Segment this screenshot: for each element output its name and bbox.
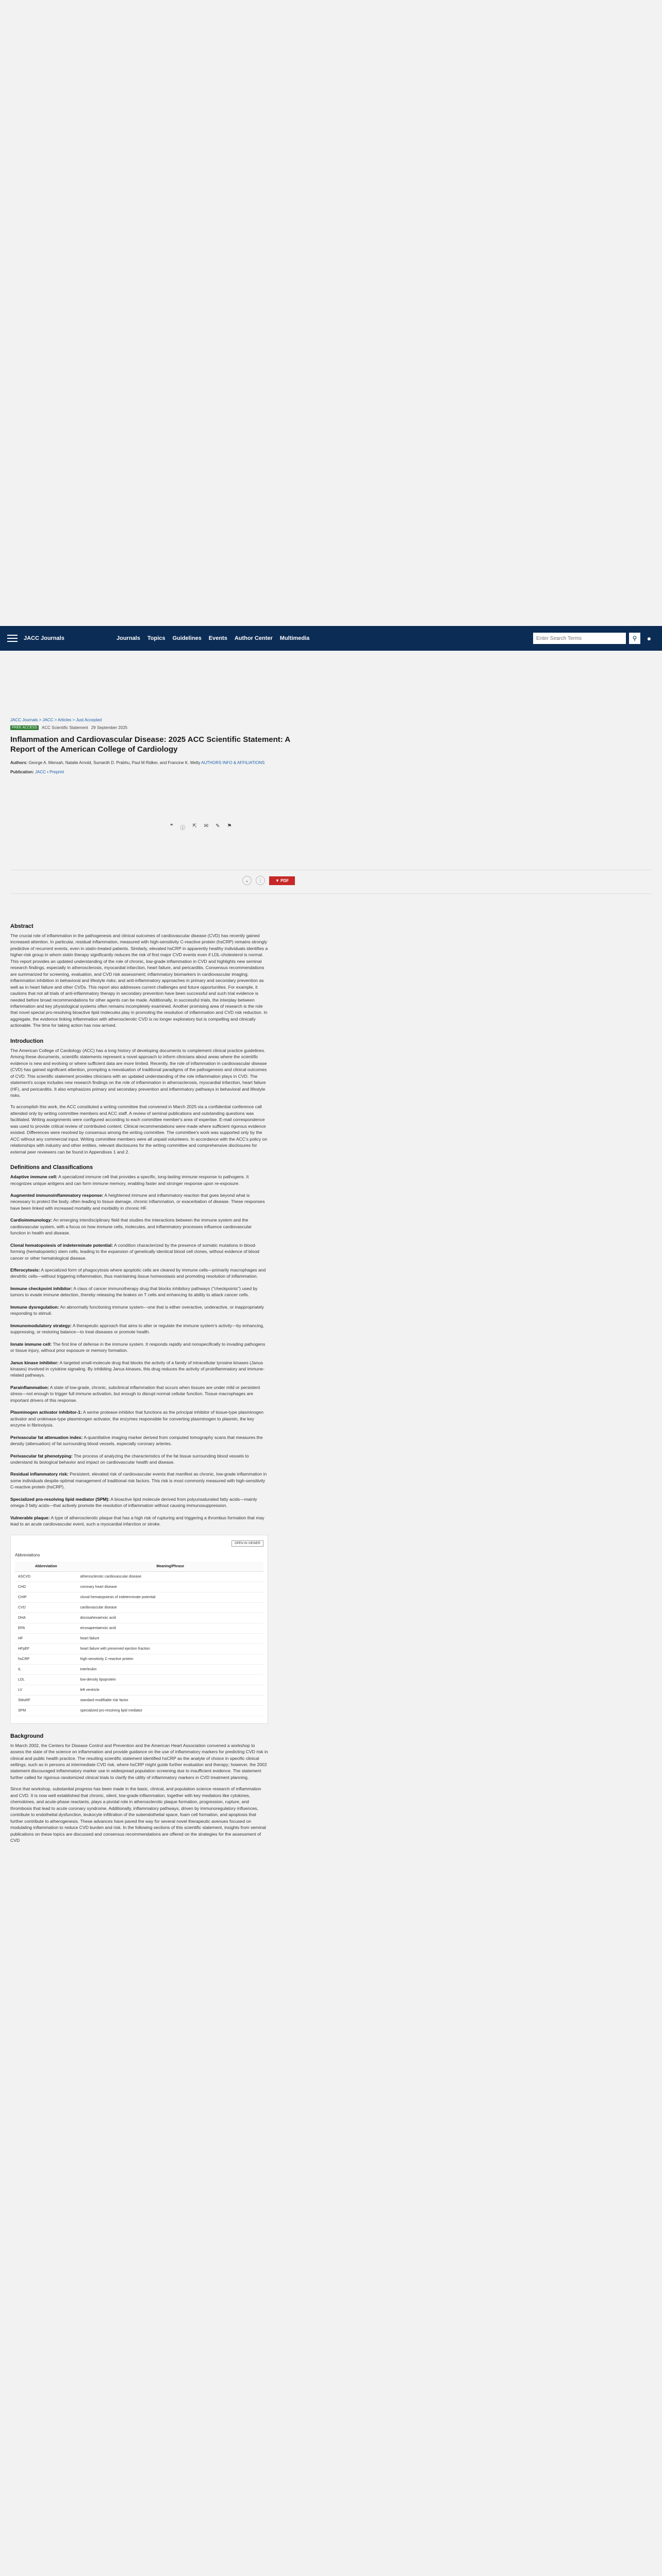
breadcrumb[interactable]: JACC Journals > JACC > Articles > Just Accepted bbox=[10, 718, 102, 722]
bookmark-icon[interactable]: ⚑ bbox=[227, 823, 232, 829]
abbreviations-title: Abbreviations bbox=[15, 1552, 40, 1557]
table-row bbox=[15, 1705, 263, 1716]
definition-item bbox=[10, 1515, 268, 1528]
main-nav bbox=[117, 635, 309, 641]
table-row bbox=[15, 1571, 263, 1582]
definition-item bbox=[10, 1323, 268, 1335]
chevron-down-icon[interactable]: ⌄ bbox=[242, 876, 252, 885]
definition-text: A quantitative imaging marker derived from computed tomography scans that measures the density (attenuation) of fat surrounding blood vessels, especially coronary arteries. bbox=[10, 1434, 263, 1447]
definition-item bbox=[10, 1496, 268, 1509]
publication-label: Publication: bbox=[10, 769, 34, 774]
meaning-cell: heart failure bbox=[77, 1633, 264, 1643]
article-header bbox=[10, 658, 652, 774]
definition-text: A therapeutic approach that aims to alter or regulate the immune system's activity—by enhancing, suppressing, or restoring balance—to treat diseases or promote health. bbox=[10, 1323, 264, 1335]
definition-item bbox=[10, 1304, 268, 1317]
definition-text: A specialized immune cell that provides a specific, long-lasting immune response to pathogens. It recognizes unique antigens and can form immune memory, enabling faster and stronger response upon re-exposure. bbox=[10, 1174, 249, 1186]
definition-text: A serine protease inhibitor that functions as the principal inhibitor of tissue-type plasminogen activator and urokinase-type plasminogen activator, the enzymes responsible for converting plasminogen to plasmin, the key enzyme in fibrinolysis. bbox=[10, 1410, 264, 1428]
article-tools bbox=[242, 876, 295, 885]
nav-topics[interactable]: Topics bbox=[147, 635, 166, 641]
definition-term: Adaptive immune cell: bbox=[10, 1174, 58, 1180]
definition-term: Perivascular fat phenotyping: bbox=[10, 1453, 73, 1459]
table-row bbox=[15, 1592, 263, 1602]
nav-multimedia[interactable]: Multimedia bbox=[279, 635, 310, 641]
table-row bbox=[15, 1613, 263, 1623]
definition-item bbox=[10, 1217, 268, 1236]
publication-link[interactable]: JACC • Preprint bbox=[35, 769, 64, 774]
jacc-logo[interactable]: JACC Journals bbox=[24, 635, 64, 641]
abbreviation-cell: EPA bbox=[15, 1623, 77, 1633]
comment-icon[interactable]: ✎ bbox=[216, 823, 220, 829]
abbreviation-cell: CHD bbox=[15, 1582, 77, 1592]
definition-item bbox=[10, 1471, 268, 1490]
background-paragraph: Since that workshop, substantial progress has been made in the basic, clinical, and population science research of inflammation and CVD. It is now well established that chronic, silent, low-grade inflammation, together with key mediators like cytokines, chemokines, and acute-phase reactants, plays a pivotal role in atherosclerotic plaque formation, progression, rupture, and thrombosis that lead to acute coronary syndrome. Additionally, inflammatory pathways, driven by immunoregulatory influences, contribute to endothelial dysfunction, leukocyte infiltration of the subendothelial space, foam cell formation, and apoptosis that further contribute to atherogenesis. These advances have paved the way for several novel therapeutic avenues focused on modulating inflammation to reduce CVD burden and risk. In the following sections of this scientific statement, insights from seminal publications on these topics are discussed and consensus recommendations are offered on the strategies for the assessment of CVD bbox=[10, 1786, 266, 1843]
table-row bbox=[15, 1633, 263, 1643]
meaning-cell: clonal hematopoiesis of indeterminate potential bbox=[77, 1592, 264, 1602]
article-body bbox=[10, 914, 268, 1849]
definition-term: Plasminogen activator inhibitor-1: bbox=[10, 1410, 82, 1415]
definition-item bbox=[10, 1285, 268, 1298]
authors-list: George A. Mensah, Natalie Arnold, Sumanth D. Prabhu, Paul M Ridker, and Francine K. Welty bbox=[28, 760, 201, 765]
share-icon[interactable]: ⇱ bbox=[192, 823, 197, 829]
table-row bbox=[15, 1664, 263, 1674]
definitions-heading: Definitions and Classifications bbox=[10, 1164, 93, 1171]
abbreviation-cell: SMuRF bbox=[15, 1695, 77, 1705]
meaning-cell: standard modifiable risk factor bbox=[77, 1695, 264, 1705]
nav-author-center[interactable]: Author Center bbox=[234, 635, 273, 641]
definition-text: A state of low-grade, chronic, subclinical inflammation that occurs when tissues are under mild or persistent stress—not enough to trigger full immune activation, but enough to disrupt normal cellular function. Tissue macrophages are important drivers of this response. bbox=[10, 1384, 260, 1403]
open-in-viewer-button[interactable]: OPEN IN VIEWER bbox=[231, 1540, 263, 1547]
user-icon[interactable]: ● bbox=[647, 634, 652, 642]
abbreviation-cell: CVD bbox=[15, 1602, 77, 1613]
abbreviation-cell: LV bbox=[15, 1685, 77, 1695]
meaning-cell: low-density lipoprotein bbox=[77, 1674, 264, 1685]
abbreviations-rows bbox=[15, 1571, 263, 1716]
authors-line bbox=[10, 760, 299, 766]
authors-label: Authors: bbox=[10, 760, 28, 765]
authors-info-link[interactable]: AUTHORS INFO & AFFILIATIONS bbox=[201, 760, 265, 765]
abbreviation-cell: HFpEF bbox=[15, 1643, 77, 1654]
definition-item bbox=[10, 1453, 268, 1466]
nav-events[interactable]: Events bbox=[208, 635, 227, 641]
definition-term: Vulnerable plaque: bbox=[10, 1515, 50, 1520]
definition-item bbox=[10, 1384, 268, 1403]
article-date: 29 September 2025 bbox=[91, 725, 128, 730]
meaning-cell: heart failure with preserved ejection fraction bbox=[77, 1643, 264, 1654]
article-meta bbox=[10, 725, 652, 730]
definition-term: Cardioimmunology: bbox=[10, 1217, 53, 1223]
definition-term: Immune dysregulation: bbox=[10, 1304, 59, 1310]
definition-term: Efferocytosis: bbox=[10, 1267, 40, 1273]
definition-item bbox=[10, 1174, 268, 1187]
definition-text: A heightened immune and inflammatory reaction that goes beyond what is necessary to protect the body, often leading to tissue damage, chronic inflammation, or exacerbation of disease. These responses have been linked with increased mortality and morbidity in chronic HF. bbox=[10, 1192, 265, 1211]
definition-text: The first line of defense in the immune system. It responds rapidly and nonspecifically to invading pathogens or tissue injury, without prior exposure or memory formation. bbox=[10, 1341, 266, 1353]
table-row bbox=[15, 1582, 263, 1592]
abbreviation-cell: ASCVD bbox=[15, 1571, 77, 1582]
definition-term: Janus kinase inhibitor: bbox=[10, 1360, 59, 1365]
definition-item bbox=[10, 1341, 268, 1354]
definition-text: A specialized form of phagocytosis where apoptotic cells are cleared by immune cells—primarily macrophages and dendritic cells—without triggering inflammation, thus maintaining tissue homeostasis and promoting resolution of inflammation. bbox=[10, 1267, 266, 1279]
meaning-cell: interleukin bbox=[77, 1664, 264, 1674]
hamburger-menu-icon[interactable] bbox=[7, 635, 18, 642]
share-toolbar bbox=[170, 823, 232, 831]
search-icon[interactable]: ⚲ bbox=[629, 633, 640, 644]
definition-term: Perivascular fat attenuation index: bbox=[10, 1434, 83, 1440]
abbreviation-cell: CHIP bbox=[15, 1592, 77, 1602]
definition-term: Immune checkpoint inhibitor: bbox=[10, 1285, 73, 1291]
abbreviation-cell: HF bbox=[15, 1633, 77, 1643]
abstract-text: The crucial role of inflammation in the pathogenesis and clinical outcomes of cardiovascular disease (CVD) has recently gained increased attention. In particular, residual inflammation, measured with high-sensitivity C-reactive protein (hsCRP) remains strongly predictive of recurrent events, even in statin-treated patients. Similarly, elevated hsCRP in apparently healthy individuals identifies a higher-risk group in whom statin therapy significantly reduces the risk of first major CVD events even if LDL-cholesterol is normal. This report provides an updated understanding of the role of chronic, low-grade inflammation in CVD and highlights new seminal research findings, especially in atherosclerosis, myocardial infarction, heart failure, and pericarditis. Consensus recommendations are summarized for screening, evaluation, and CVD risk assessment; inflammatory biomarkers in cardiovascular imaging; inflammation inhibition in behavioral and lifestyle risks; and anti-inflammatory approaches in primary and secondary prevention as well as in heart failure and other CVDs. This report also addresses current challenges and future opportunities. For example, it cautions that not all trials of anti-inflammatory therapy in secondary prevention have been successful and such trial evidence is needed before broad recommendations for other agents can be made. Additionally, in successful trials, the interplay between inflammation and key physiological systems often remains incompletely examined. Another promising area of research is the role that novel special pro-resolving bioactive lipid molecules play in promoting the resolution of inflammation and CVD risk reduction. In aggregate, the evidence linking inflammation with atherosclerotic CVD is no longer exploratory but is compelling and clinically actionable. The time for taking action has now arrived. bbox=[10, 933, 268, 1028]
introduction-heading: Introduction bbox=[10, 1038, 44, 1044]
introduction-paragraph: The American College of Cardiology (ACC) has a long history of developing documents to complement clinical practice guidelines. Among these documents, scientific statements represent a novel approach to inform clinicians about areas where the scientific evidence is new and evolving or where sufficient data are more limited. Recently, the role of inflammation in cardiovascular disease (CVD) has gained significant attention, prompting a reevaluation of traditional paradigms of the pathogenesis and clinical outcomes of CVD. This scientific statement provides clinicians with an updated understanding of the role inflammation plays in CVD. The statement's scope includes new research findings on the role of inflammation in atherosclerosis, myocardial infarction, heart failure (HF), and pericarditis. It also emphasizes primary and secondary prevention and inflammatory pathways in behavioral and lifestyle risks. bbox=[10, 1047, 267, 1098]
introduction-paragraph: To accomplish this work, the ACC constituted a writing committee that convened in March 2025 via a confidential conference call attended only by writing committee members and ACC staff. A review of seminal publications and outstanding questions was facilitated. Writing assignments were configured according to each committee member's area of expertise. E-mail correspondence was used to provide critical review of contributed content. Clinical recommendations were made where sufficient rigorous evidence existed. Differences were resolved by consensus among the writing committee. The committee's work was supported only by the ACC without any commercial input. Writing committee members were all unpaid volunteers. In accordance with the ACC's policy on relationships with industry and other entities, relevant disclosures for the writing committee and comprehensive disclosures for external peer reviewers can be found in Appendixes 1 and 2. bbox=[10, 1104, 268, 1155]
abbreviation-cell: SPM bbox=[15, 1705, 77, 1716]
definition-item bbox=[10, 1360, 268, 1379]
abbreviations-table bbox=[15, 1562, 263, 1716]
background-paragraph: In March 2002, the Centers for Disease Control and Prevention and the American Heart Association convened a workshop to assess the state of the science on inflammation and provide guidance on the use of inflammatory markers for predicting CVD risk in clinical and public health practice. The resulting scientific statement identified hsCRP as the analyte of choice in specific clinical settings, such as in persons at intermediate CVD risk, where hsCRP might guide further evaluation and therapy; however, the 2002 statement discouraged inflammatory marker use in widespread population screening due to insufficient evidence. The statement further called for rigorous randomized clinical trials to clarify the utility of inflammatory markers in CVD treatment planning. bbox=[10, 1742, 268, 1780]
nav-journals[interactable]: Journals bbox=[117, 635, 140, 641]
meaning-cell: left ventricle bbox=[77, 1685, 264, 1695]
definition-text: The process of analyzing the characteristics of the fat tissue surrounding blood vessels to understand its biological behavior and impact on cardiovascular health and disease. bbox=[10, 1453, 249, 1465]
article-type: ACC Scientific Statement bbox=[42, 725, 88, 730]
meaning-cell: atherosclerotic cardiovascular disease bbox=[77, 1571, 264, 1582]
definition-item bbox=[10, 1409, 268, 1428]
meaning-cell: specialized pro-resolving lipid mediator bbox=[77, 1705, 264, 1716]
definition-term: Innate immune cell: bbox=[10, 1341, 52, 1347]
definition-term: Residual inflammatory risk: bbox=[10, 1471, 69, 1477]
definition-text: An abnormally functioning immune system—one that is either overactive, underactive, or inappropriately responding to stimuli. bbox=[10, 1304, 264, 1316]
table-row bbox=[15, 1654, 263, 1664]
definition-text: An emerging interdisciplinary field that studies the interactions between the immune system and the cardiovascular system, with a focus on how immune cells, molecules, and inflammatory processes influence cardiovascular function in health and disease. bbox=[10, 1217, 252, 1236]
definition-term: Augmented immunoinflammatory response: bbox=[10, 1192, 104, 1198]
meaning-cell: coronary heart disease bbox=[77, 1582, 264, 1592]
table-row bbox=[15, 1623, 263, 1633]
table-row bbox=[15, 1602, 263, 1613]
definition-term: Immunomodulatory strategy: bbox=[10, 1323, 72, 1328]
abbreviations-table-box bbox=[10, 1535, 268, 1724]
pdf-button[interactable]: ▼ PDF bbox=[269, 876, 295, 885]
meaning-cell: eicosapentaenoic acid bbox=[77, 1623, 264, 1633]
nav-guidelines[interactable]: Guidelines bbox=[172, 635, 202, 641]
abbreviation-cell: LDL bbox=[15, 1674, 77, 1685]
divider bbox=[10, 893, 652, 894]
definition-text: A condition characterized by the presence of somatic mutations in blood-forming (hematopoietic) stem cells, leading to the expansion of genetically identical blood cell clones, without evidence of blood cancer or other hematological disease. bbox=[10, 1242, 259, 1261]
definition-item bbox=[10, 1242, 268, 1261]
top-navigation-bar bbox=[0, 626, 662, 651]
table-row bbox=[15, 1643, 263, 1654]
definition-term: Specialized pro-resolving lipid mediator (SPM): bbox=[10, 1496, 110, 1502]
more-options-icon[interactable]: ⋮ bbox=[256, 876, 265, 885]
background-heading: Background bbox=[10, 1733, 44, 1739]
free-access-badge: FREE ACCESS bbox=[10, 725, 39, 730]
abbreviation-cell: hsCRP bbox=[15, 1654, 77, 1664]
search-area bbox=[533, 633, 655, 644]
permissions-icon[interactable]: ⓘ bbox=[180, 825, 186, 831]
meaning-cell: high-sensitivity C-reactive protein bbox=[77, 1654, 264, 1664]
abstract-heading: Abstract bbox=[10, 923, 34, 929]
definition-text: A targeted small-molecule drug that blocks the activity of a family of intracellular tyrosine kinases (Janus kinases) involved in cytokine signaling. By inhibiting Janus kinases, this drug reduces the activity of proinflammatory and immune-related pathways. bbox=[10, 1360, 264, 1378]
search-input[interactable] bbox=[533, 633, 626, 644]
definition-text: A type of atherosclerotic plaque that has a high risk of rupturing and triggering a thrombus formation that may lead to an acute cardiovascular event, such a myocardial infarction or stroke. bbox=[10, 1515, 264, 1527]
table-header-meaning: Meaning/Phrase bbox=[77, 1562, 264, 1572]
definition-term: Clonal hematopoiesis of indeterminate potential: bbox=[10, 1242, 113, 1248]
definitions-list bbox=[10, 1174, 268, 1528]
abbreviation-cell: IL bbox=[15, 1664, 77, 1674]
citation-icon[interactable]: ❝ bbox=[170, 823, 173, 829]
definition-text: A class of cancer immunotherapy drug that blocks inhibitory pathways ("checkpoints") used by tumors to evade immune detection, thereby releasing the brakes on T cells and enhancing its ability to attack cancer cells. bbox=[10, 1285, 258, 1298]
meaning-cell: cardiovascular disease bbox=[77, 1602, 264, 1613]
definition-text: Persistent, elevated risk of cardiovascular events that manifest as chronic, low-grade inflammation in some individuals despite optimal management of traditional risk factors. This risk is most commonly measured with high-sensitivity C-reactive protein (hsCRP). bbox=[10, 1471, 267, 1490]
abbreviation-cell: DHA bbox=[15, 1613, 77, 1623]
article-title: Inflammation and Cardiovascular Disease: 2025 ACC Scientific Statement: A Report of the American College of Cardiology bbox=[10, 735, 290, 754]
table-row bbox=[15, 1685, 263, 1695]
definition-term: Parainflammation: bbox=[10, 1384, 49, 1390]
definition-text: A bioactive lipid molecule derived from polyunsaturated fatty acids—mainly omega-3 fatty acids—that actively promote the resolution of inflammation without causing immunosuppression. bbox=[10, 1496, 257, 1509]
table-header-abbreviation: Abbreviation bbox=[15, 1562, 77, 1572]
table-row bbox=[15, 1695, 263, 1705]
definition-item bbox=[10, 1434, 268, 1447]
table-row bbox=[15, 1674, 263, 1685]
definition-item bbox=[10, 1267, 268, 1280]
pdf-label: PDF bbox=[280, 878, 289, 883]
publication-line bbox=[10, 770, 652, 774]
email-icon[interactable]: ✉ bbox=[204, 823, 209, 829]
meaning-cell: docosahexaenoic acid bbox=[77, 1613, 264, 1623]
definition-item bbox=[10, 1192, 268, 1211]
